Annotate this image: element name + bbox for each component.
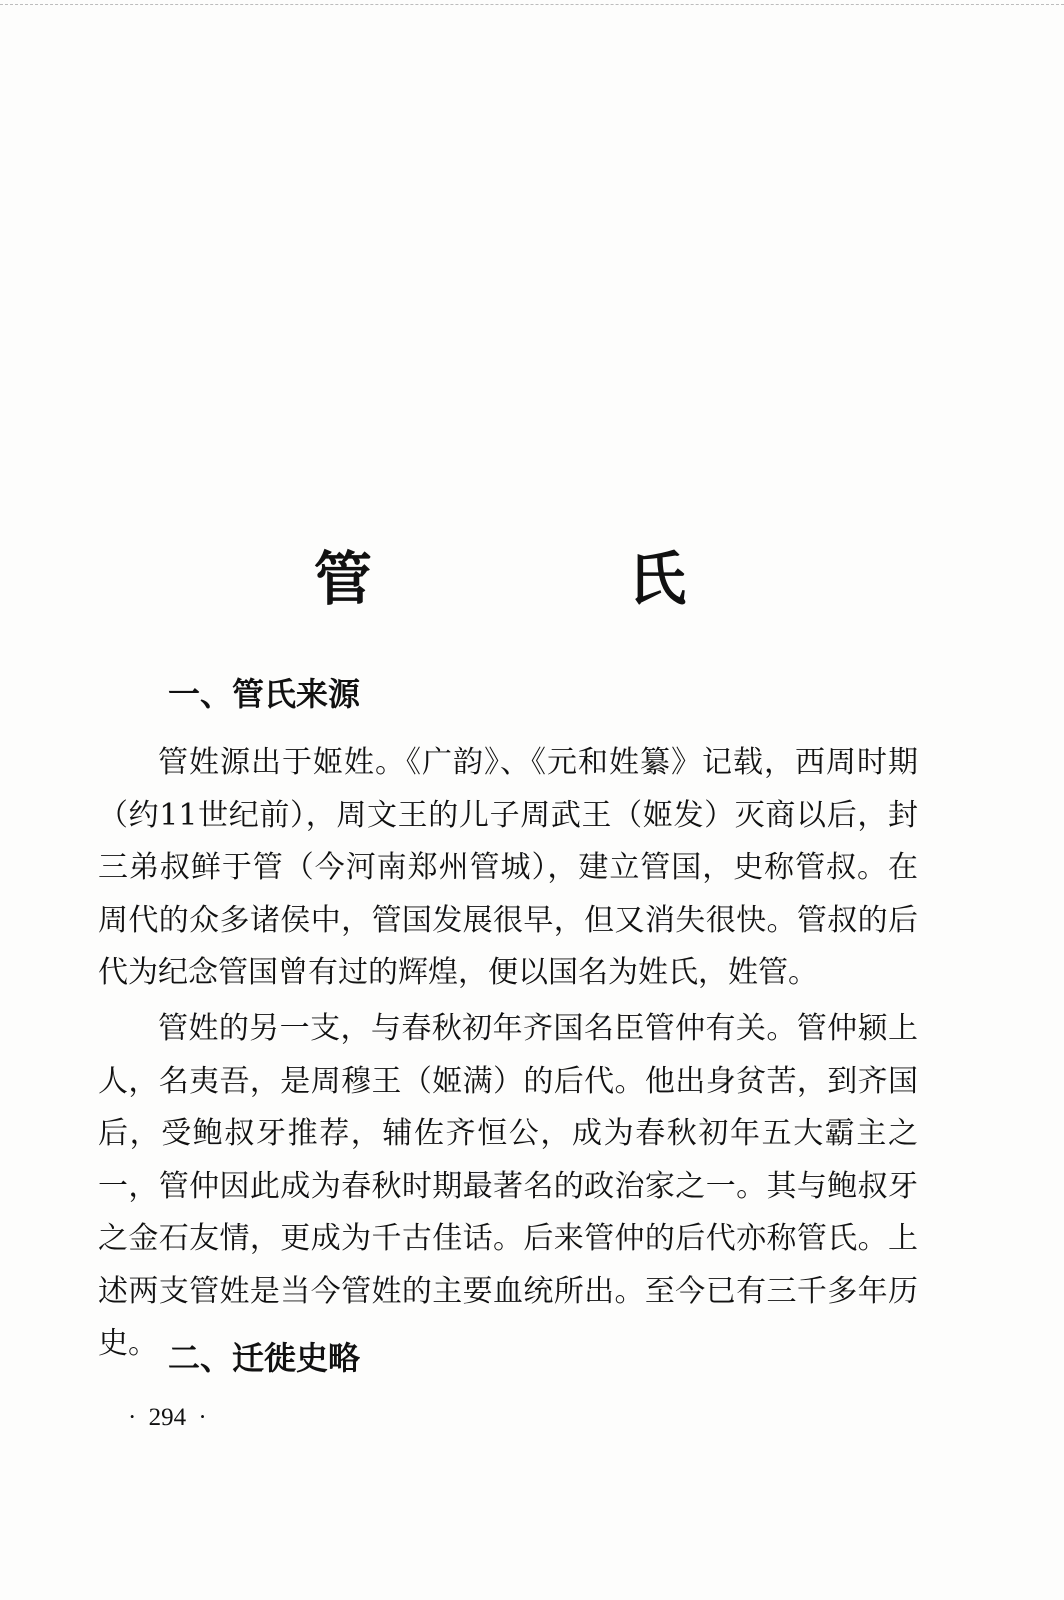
section-body-origin-p1	[98, 737, 918, 1000]
page-title: 管 氏	[313, 544, 805, 613]
section-body-origin-p2	[98, 1003, 918, 1371]
paragraph: 管姓源出于姬姓。《广韵》、《元和姓纂》记载，西周时期（约11世纪前），周文王的儿子周武王（姬发）灭商以后，封三弟叔鲜于管（今河南郑州管城），建立管国，史称管叔。在周代的众多诸侯中，管国发展很早，但又消失很快。管叔的后代为纪念管国曾有过的辉煌，便以国名为姓氏，姓管。	[98, 745, 918, 990]
section-heading-migration: 二、迁徙史略	[168, 1339, 361, 1377]
top-edge-line	[0, 4, 1064, 5]
page-number: · 294 ·	[128, 1404, 207, 1431]
paragraph: 管姓的另一支，与春秋初年齐国名臣管仲有关。管仲颍上人，名夷吾，是周穆王（姬满）的后代。他出身贫苦，到齐国后，受鲍叔牙推荐，辅佐齐恒公，成为春秋初年五大霸主之一，管仲因此成为春秋时期最著名的政治家之一。其与鲍叔牙之金石友情，更成为千古佳话。后来管仲的后代亦称管氏。上述两支管姓是当今管姓的主要血统所出。至今已有三千多年历史。	[98, 1011, 918, 1361]
section-heading-origin: 一、管氏来源	[168, 675, 361, 713]
